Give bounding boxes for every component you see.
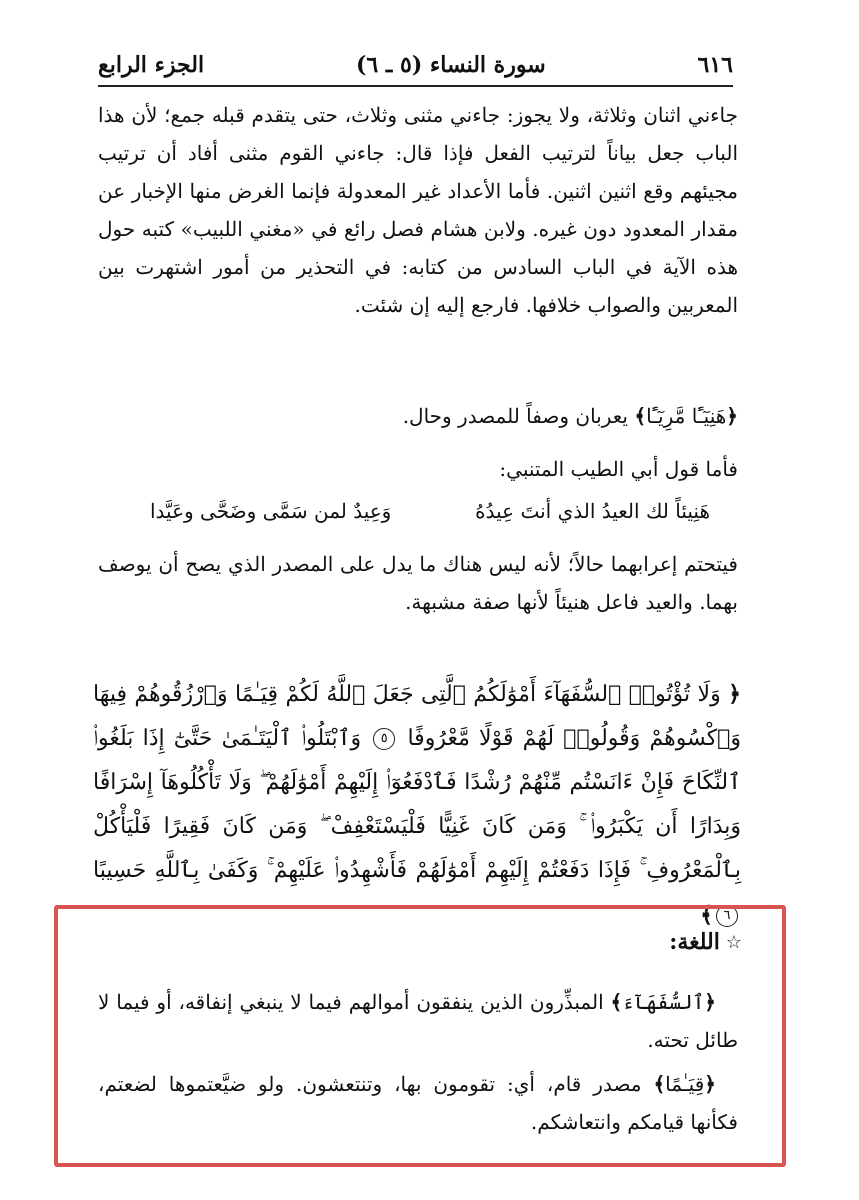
page-number: ٦١٦ (697, 52, 733, 78)
lexicon-definition: المبذِّرون الذين ينفقون أموالهم فيما لا ينبغي إنفاقه، أو فيما لا طائل تحته. (98, 990, 738, 1052)
ayah-5-text: وَلَا تُؤْتُوا۟ ٱلسُّفَهَآءَ أَمْوَٰلَكُمُ ٱلَّتِى جَعَلَ ٱللَّهُ لَكُمْ قِيَـٰمًا وَٱرْزُقُوهُمْ فِيهَا وَٱكْسُوهُمْ وَقُولُوا۟ لَهُمْ قَوْلًا مَّعْرُوفًا (93, 682, 742, 751)
lexicon-open-bracket: ﴿ (704, 990, 716, 1014)
lexicon-close-bracket: ﴾ (610, 990, 623, 1014)
lexicon-heading (669, 929, 742, 955)
lexicon-open-bracket: ﴿ (704, 1072, 716, 1096)
verse-close-bracket: ﴾ (700, 902, 713, 928)
lexicon-close-bracket: ﴾ (653, 1072, 666, 1096)
grammar-note (98, 397, 738, 435)
quran-verse-block (93, 672, 741, 938)
poem-second-hemistich: وَعِيدٌ لمن سَمَّى وضَحَّى وعَيَّدا (150, 499, 392, 523)
quran-term: هَنِيٓـًٔا مَّرِيٓـًٔا (646, 404, 727, 428)
verse-open-bracket: ﴿ (728, 681, 742, 707)
lexicon-title: اللغة: (669, 929, 720, 955)
star-icon: ☆ (725, 931, 742, 953)
commentary-conclusion: فيتحتم إعرابهما حالاً؛ لأنه ليس هناك ما يدل على المصدر الذي يصح أن يوصف بهما. والعيد فاعل هنيئاً لأنها صفة مشبهة. (98, 552, 738, 614)
poem-verse (150, 492, 710, 530)
lexicon-definition: مصدر قام، أي: تقومون بها، وتنتعشون. ولو ضيَّعتموها لضعتم، فكأنها قيامكم وانتعاشكم. (98, 1072, 738, 1134)
poem-first-hemistich: هَنِيئاً لك العيدُ الذي أنتَ عِيدُهُ (475, 499, 710, 523)
grammar-note-text: يعربان وصفاً للمصدر وحال. (402, 404, 635, 428)
juz-label: الجزء الرابع (98, 52, 205, 78)
poem-intro: فأما قول أبي الطيب المتنبي: (499, 457, 738, 481)
ayah-6-text: وَٱبْتَلُوا۟ ٱلْيَتَـٰمَىٰ حَتَّىٰٓ إِذَا بَلَغُوا۟ ٱلنِّكَاحَ فَإِنْ ءَانَسْتُم مِّنْهُمْ رُشْدًا فَٱدْفَعُوٓا۟ إِلَيْهِمْ أَمْوَٰلَهُمْ ۖ وَلَا تَأْكُلُوهَآ إِسْرَافًا وَبِدَارًا أَن يَكْبَرُوا۟ ۚ وَمَن كَانَ غَنِيًّا فَلْيَسْتَعْفِفْ ۖ وَمَن كَانَ فَقِيرًا فَلْيَأْكُلْ بِٱلْمَعْرُوفِ ۚ فَإِذَا دَفَعْتُمْ إِلَيْهِمْ أَمْوَٰلَهُمْ فَأَشْهِدُوا۟ عَلَيْهِمْ ۚ وَكَفَىٰ بِٱللَّهِ حَسِيبًا (93, 726, 741, 883)
lexicon-highlight-box (54, 905, 786, 1167)
lexicon-entry-qiyaman (98, 1065, 738, 1141)
quran-open-bracket: ﴿ (726, 404, 738, 428)
lexicon-term: ٱلسُّفَهَآءَ (622, 990, 705, 1014)
surah-title: سورة النساء (٥ ـ ٦) (355, 52, 546, 78)
quran-close-bracket: ﴾ (634, 404, 647, 428)
page-header (98, 45, 733, 87)
commentary-paragraph: جاءني اثنان وثلاثة، ولا يجوز: جاءني مثنى وثلاث، حتى يتقدم قبله جمع؛ لأن هذا الباب جعل بياناً لترتيب الفعل فإذا قال: جاءني القوم مثنى أفاد أن ترتيب مجيئهم وقع اثنين اثنين. فأما الأعداد غير المعدولة فإنما الغرض منها الإخبار عن مقدار المعدود دون غيره. ولابن هشام فصل رائع في «مغني اللبيب» كتبه حول هذه الآية في الباب السادس من كتابه: في التحذير من أمور اشتهرت بين المعربين والصواب خلافها. فارجع إليه إن شئت. (98, 103, 738, 317)
ayah-number-5: ٥ (373, 728, 395, 750)
ayah-number-6: ٦ (716, 905, 738, 927)
lexicon-term: قِيَـٰمًا (665, 1072, 705, 1096)
lexicon-entry-sufahaa (98, 983, 738, 1059)
